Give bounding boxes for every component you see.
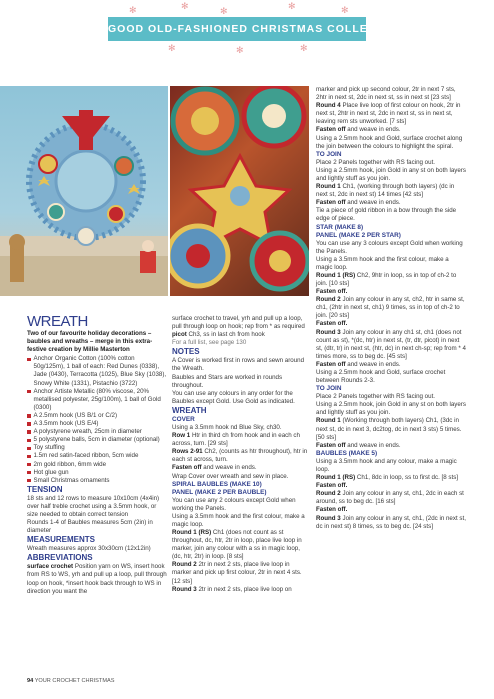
tension-text: Rounds 1-4 of Baubles measures 5cm (2in) in diameter <box>27 519 153 535</box>
wreath-heading: WREATH <box>172 405 207 415</box>
pattern-text: Using a 2.5mm hook, join Gold in any st on both layers and lightly stuff as you join. <box>316 401 466 417</box>
star-heading: STAR (MAKE 8) <box>316 223 364 231</box>
tension-heading: TENSION <box>27 484 63 494</box>
bullet-icon <box>27 463 31 467</box>
measurements-heading: MEASUREMENTS <box>27 535 96 545</box>
abbreviations-heading: ABBREVIATIONS <box>27 553 93 563</box>
page-footer <box>27 678 114 684</box>
bullet-icon <box>27 439 31 443</box>
notes-heading: NOTES <box>172 347 200 357</box>
pattern-text: Using a 2.5mm hook and Gold, surface crochet between Rounds 2-3. <box>316 369 446 385</box>
magazine-name: YOUR CROCHET CHRISTMAS <box>34 678 115 684</box>
fasten-off: Fasten off. <box>316 482 348 490</box>
intro-text: Two of our favourite holiday decorations – baubles and wreaths – merge in this extra-festive creation by Millie Masterton <box>27 330 153 354</box>
column-left <box>27 313 167 596</box>
bullet-icon <box>27 479 31 483</box>
pattern-row: Round 2 Join any colour in any st, ch2, htr in same st, ch1, (2htr in next st, ch1) 9 times, ss in top of ch-2 to join. [20 sts] <box>316 296 465 320</box>
abbreviation-entry: picot Ch3, ss in last ch from hook <box>172 331 265 339</box>
baubles-photo <box>170 86 309 296</box>
pattern-row: Fasten off and weave in ends. <box>316 199 401 207</box>
list-item: Toy stuffing <box>27 444 167 452</box>
header-banner <box>0 0 494 58</box>
panel-text: Using a 3.5mm hook and the first colour, make a magic loop. <box>172 512 305 528</box>
cover-text: Using a 3.5mm hook nd Blue Sky, ch30. <box>172 423 282 431</box>
snowflake-icon: ✻ <box>288 1 296 11</box>
baubles-illustration <box>170 86 309 296</box>
pattern-row: Rows 2-91 Ch2, (counts as htr throughout), htr in each st across, turn. <box>172 448 308 464</box>
snowflake-icon: ✻ <box>341 5 349 15</box>
pattern-row: Round 1 (RS) Ch2, 9htr in loop, ss in top of ch-2 to join. [10 sts] <box>316 271 457 287</box>
pattern-text: marker and pick up second colour, 2tr in next 7 sts, 2htr in next st, 2dc in next st, ss in next st [23 sts] <box>316 86 456 102</box>
abbreviation-entry: surface crochet Position yarn on WS, insert hook from RS to WS, yrh and pull up a loop, pull through loop on hook, *insert hook back through to WS in direction you want the <box>27 563 167 595</box>
pattern-row: Fasten off and weave in ends. <box>316 126 401 134</box>
snowflake-icon: ✻ <box>220 6 228 16</box>
list-item: 2m gold ribbon, 6mm wide <box>27 461 167 469</box>
snowflake-icon: ✻ <box>129 5 137 15</box>
pattern-row: Fasten off and weave in ends. <box>316 360 401 368</box>
pattern-row: Round 1 Ch1, (working through both layers) (dc in next st, 2dc in next st) 14 times [42 sts] <box>316 183 455 199</box>
bullet-icon <box>27 430 31 434</box>
pattern-row: Round 3 2tr in next 2 sts, place live loop on <box>172 585 292 593</box>
list-item: A 3.5mm hook (US E/4) <box>27 420 167 428</box>
list-item: Anchor Artiste Metallic (80% viscose, 20% metallised polyester, 25g/100m), 1 ball of Gold (0300) <box>27 388 167 412</box>
pattern-row: Fasten off and weave in ends. <box>316 441 401 449</box>
wreath-title: WREATH <box>27 313 88 330</box>
cover-text: Wrap Cover over wreath and sew in place. <box>172 472 289 480</box>
wreath-photo <box>0 86 168 296</box>
column-right <box>316 86 466 531</box>
notes-text: A Cover is worked first in rows and sewn around the Wreath. <box>172 357 305 373</box>
spiral-baubles-heading: SPIRAL BAUBLES (MAKE 10) <box>172 480 262 488</box>
panel-text: You can use any 2 colours except Gold when working the Panels. <box>172 496 296 512</box>
section-title: GOOD OLD-FASHIONED CHRISTMAS COLLECTION <box>108 17 366 41</box>
pattern-text: Using a 2.5mm hook, join Gold in any st on both layers and lightly stuff as you join. <box>316 166 466 182</box>
pattern-row: Round 1 (RS) Ch1 (does not count as st throughout, dc, htr, 2tr in loop, place live loop in marker, join any colour with a ss in magic loop, (dc, htr, 2tr) in loop. [8 sts] <box>172 528 302 561</box>
pattern-row: Round 1 (RS) Ch1, 8dc in loop, ss to first dc. [8 sts] <box>316 474 459 482</box>
snowflake-icon: ✻ <box>300 43 308 53</box>
list-item: Anchor Organic Cotton (100% cotton 50g/125m), 1 ball of each: Red Dunes (0338), Jade (0430), Terracotta (1025), Blue Sky (1038), Snowy White (1331), Pistachio (3722) <box>27 355 167 387</box>
pattern-row: Round 2 Join any colour in any st, ch1, 2dc in each st around, ss to beg dc. [16 sts] <box>316 490 464 506</box>
pattern-row: Round 2 2tr in next 2 sts, place live loop in marker and pick up first colour, 2tr in next 4 sts. [12 sts] <box>172 561 302 585</box>
list-item: Hot glue gun <box>27 469 167 477</box>
snowflake-icon: ✻ <box>168 43 176 53</box>
list-item: A 2.5mm hook (US B/1 or C/2) <box>27 412 167 420</box>
bullet-icon <box>27 414 31 418</box>
star-panel-heading: PANEL (MAKE 2 PER STAR) <box>316 231 401 239</box>
pattern-row: Fasten off and weave in ends. <box>172 464 257 472</box>
bullet-icon <box>27 390 31 394</box>
list-item: Small Christmas ornaments <box>27 477 167 485</box>
bullet-icon <box>27 471 31 475</box>
snowflake-icon: ✻ <box>181 1 189 11</box>
pattern-row: Round 4 Place live loop of first colour on hook, 2tr in next st, 2htr in next st, 2dc in next st, ss in next st, leaving rem sts unworked. [7 sts] <box>316 102 461 126</box>
page-number: 94 <box>27 678 34 684</box>
pattern-row: Row 1 Htr in third ch from hook and in each ch across, turn. [29 sts] <box>172 432 300 448</box>
notes-text: You can use any colours in any order for the Baubles except Gold. Use Gold as indicated. <box>172 389 295 405</box>
pattern-row: Round 3 Join any colour in any st, ch1, (2dc in next st, dc in next st) 8 times, ss to beg dc. [24 sts] <box>316 514 466 530</box>
pattern-text: Using a 2.5mm hook and Gold, surface crochet along the join between the colours to highlight the spiral. <box>316 134 463 150</box>
pattern-row: Round 3 Join any colour in any ch1 st, ch1 (does not count as st), *(dc, htr) in next st, (tr, dtr, picot) in next st, (dtr, tr) in next st, (htr, dc) in next ch-sp; rep from * 4 times more, ss to beg dc. [45 sts] <box>316 328 466 360</box>
notes-text: Baubles and Stars are worked in rounds throughout. <box>172 373 283 389</box>
pattern-row: Round 1 (Working through both layers) Ch1, (3dc in next st, dc in next 3, dc2tog, dc in next 3 sts) 5 times. [50 sts] <box>316 417 462 441</box>
wreath-illustration <box>0 86 168 296</box>
fasten-off: Fasten off. <box>316 506 348 514</box>
list-item: A polystyrene wreath, 25cm in diameter <box>27 428 167 436</box>
column-middle <box>172 315 309 594</box>
snowflake-icon: ✻ <box>236 45 244 55</box>
pattern-text: Place 2 Panels together with RS facing out. <box>316 393 436 401</box>
fasten-off: Fasten off. <box>316 320 348 328</box>
fasten-off: Fasten off. <box>316 288 348 296</box>
bullet-icon <box>27 422 31 426</box>
baubles-heading: BAUBLES (MAKE 5) <box>316 449 378 457</box>
full-list-note: For a full list, see page 130 <box>172 339 247 347</box>
panel-heading: PANEL (MAKE 2 PER BAUBLE) <box>172 488 267 496</box>
materials-list <box>27 355 167 485</box>
pattern-text: Tie a piece of gold ribbon in a bow through the side edge of piece. <box>316 207 457 223</box>
to-join-heading: TO JOIN <box>316 150 342 158</box>
to-join-heading: TO JOIN <box>316 385 342 393</box>
list-item: 5 polystyrene balls, 5cm in diameter (optional) <box>27 436 167 444</box>
measurements-text: Wreath measures approx 30x30cm (12x12in) <box>27 545 151 553</box>
pattern-text: Using a 3.5mm hook and any colour, make a magic loop. <box>316 457 457 473</box>
cover-heading: COVER <box>172 415 195 423</box>
list-item: 1.5m red satin-faced ribbon, 5cm wide <box>27 452 167 460</box>
bullet-icon <box>27 455 31 459</box>
pattern-text: Place 2 Panels together with RS facing out. <box>316 158 436 166</box>
pattern-text: You can use any 3 colours except Gold when working the Panels. <box>316 239 463 255</box>
bullet-icon <box>27 358 31 362</box>
bullet-icon <box>27 447 31 451</box>
abbreviation-continued: surface crochet to travel, yrh and pull up a loop, pull through loop on hook; rep from * as required <box>172 315 305 331</box>
tension-text: 18 sts and 12 rows to measure 10x10cm (4x4in) over half treble crochet using a 3.5mm hook, or size needed to obtain correct tension <box>27 494 160 518</box>
pattern-text: Using a 3.5mm hook and the first colour, make a magic loop. <box>316 255 449 271</box>
